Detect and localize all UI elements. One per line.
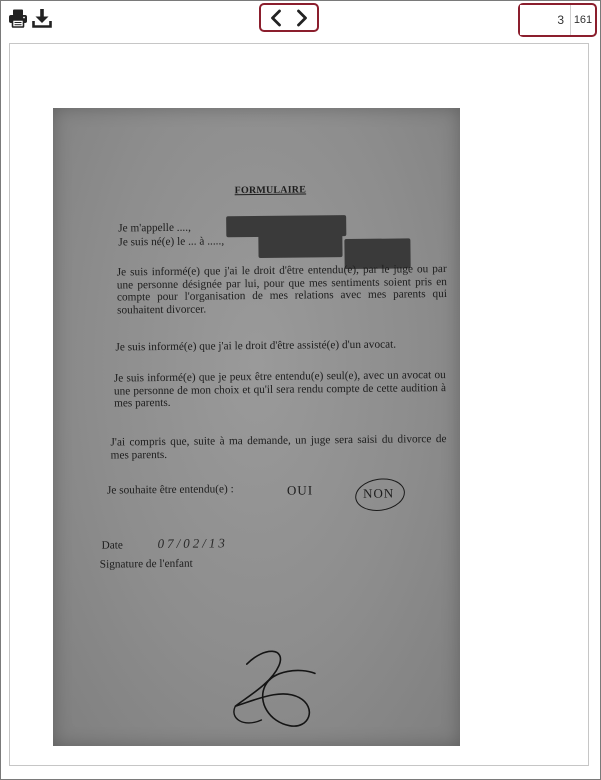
chevron-right-icon	[295, 9, 309, 27]
redaction-birthdate	[258, 231, 342, 258]
option-oui: OUI	[286, 482, 314, 498]
scanned-page	[53, 108, 460, 746]
date-value: 07/02/13	[157, 535, 228, 552]
page-counter	[518, 3, 597, 37]
printer-icon	[8, 8, 28, 28]
paragraph-hearing-right: Je suis informé(e) que j'ai le droit d'être entendu(e), par le juge ou par une personne désignée par lui, pour que mes sentiments soient pris en compte pour l'organisation de mes relations avec mes parents qui souhaitent divorcer.	[116, 263, 448, 317]
download-icon	[32, 8, 52, 28]
paragraph-lawyer-right: Je suis informé(e) que j'ai le droit d'être assisté(e) d'un avocat.	[115, 338, 397, 354]
name-line: Je m'appelle ....,	[118, 221, 191, 235]
toolbar	[0, 0, 601, 38]
non-circle-mark	[353, 475, 407, 514]
previous-page-button[interactable]	[266, 7, 286, 29]
page-navigation	[259, 3, 319, 32]
option-non: NON	[362, 485, 395, 501]
child-signature	[217, 643, 328, 734]
total-pages: 161	[573, 14, 593, 26]
current-page-input[interactable]	[520, 5, 571, 35]
paragraph-judge-seized: J'ai compris que, suite à ma demande, un juge sera saisi du divorce de mes parents.	[110, 433, 447, 462]
signature-label: Signature de l'enfant	[99, 557, 193, 571]
next-page-button[interactable]	[292, 7, 312, 29]
birth-line: Je suis né(e) le ... à .....,	[118, 235, 225, 249]
date-label: Date	[101, 539, 123, 552]
paragraph-heard-alone: Je suis informé(e) que je peux être entendu(e) seul(e), avec un avocat ou une personne de mon choix et qu'il sera rendu compte de cette audition à mes parents.	[113, 369, 446, 410]
wish-label: Je souhaite être entendu(e) :	[106, 483, 234, 497]
download-button[interactable]	[31, 7, 53, 29]
form-title: FORMULAIRE	[234, 184, 307, 197]
print-button[interactable]	[7, 7, 29, 29]
chevron-left-icon	[269, 9, 283, 27]
